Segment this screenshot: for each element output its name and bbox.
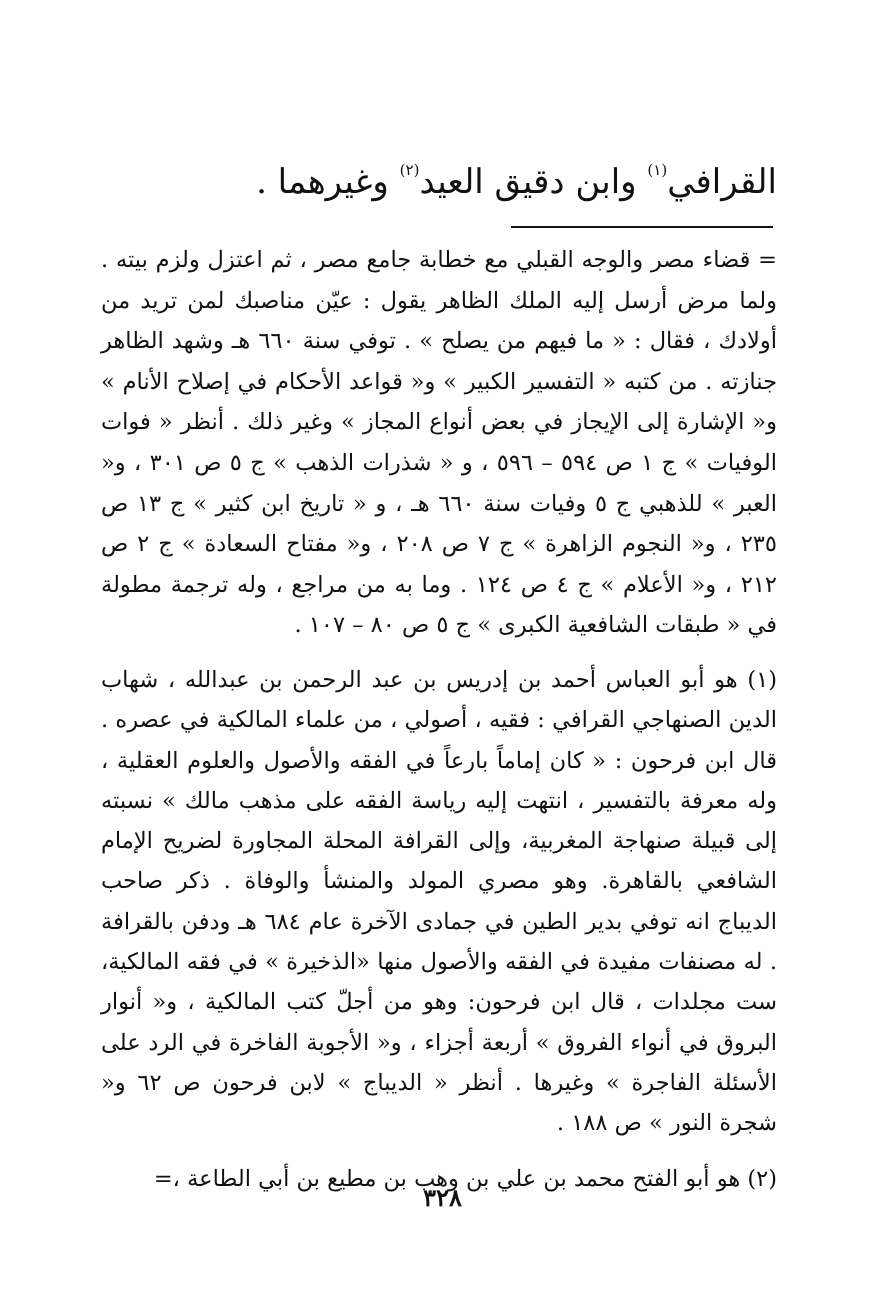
footnote-ref-2: (٢) <box>399 161 420 179</box>
footnote-separator-rule <box>511 226 773 228</box>
main-text-part2: وابن دقيق العيد <box>419 162 648 202</box>
footnote-ref-1: (١) <box>647 161 668 179</box>
main-text-part1: القرافي <box>667 162 777 202</box>
footnote-continued <box>101 240 777 646</box>
footnote-text: = قضاء مصر والوجه القبلي مع خطابة جامع مصر ، ثم اعتزل ولزم بيته . ولما مرض أرسل إليه الملك الظاهر يقول : عيّن مناصبك لمن تريد من أولادك ، فقال : « ما فيهم من يصلح » . توفي سنة ٦٦٠ هـ وشهد الظاهر جنازته . من كتبه « التفسير الكبير » و« قواعد الأحكام في إصلاح الأنام » و« الإشارة إلى الإيجاز في بعض أنواع المجاز » وغير ذلك . أنظر « فوات الوفيات » ج ١ ص ٥٩٤ – ٥٩٦ ، و « شذرات الذهب » ج ٥ ص ٣٠١ ، و« العبر » للذهبي ج ٥ وفيات سنة ٦٦٠ هـ ، و « تاريخ ابن كثير » ج ١٣ ص ٢٣٥ ، و« النجوم الزاهرة » ج ٧ ص ٢٠٨ ، و« مفتاح السعادة » ج ٢ ص ٢١٢ ، و« الأعلام » ج ٤ ص ١٢٤ . وما به من مراجع ، وله ترجمة مطولة في « طبقات الشافعية الكبرى » ج ٥ ص ٨٠ – ١٠٧ . <box>101 247 778 639</box>
footnote-text: (٢) هو أبو الفتح محمد بن علي بن وهب بن مطيع بن أبي الطاعة ،= <box>153 1165 777 1192</box>
footnote-text: (١) هو أبو العباس أحمد بن إدريس بن عبد الرحمن بن عبدالله ، شهاب الدين الصنهاجي القرافي : فقيه ، أصولي ، من علماء المالكية في عصره . قال ابن فرحون : « كان إماماً بارعاً في الفقه والأصول والعلوم العقلية ، وله معرفة بالتفسير ، انتهت إليه رياسة الفقه على مذهب مالك » نسبته إلى قبيلة صنهاجة المغربية، وإلى القرافة المحلة المجاورة لضريح الإمام الشافعي بالقاهرة. وهو مصري المولد والمنشأ والوفاة . ذكر صاحب الديباج انه توفي بدير الطين في جمادى الآخرة عام ٦٨٤ هـ ودفن بالقرافة . له مصنفات مفيدة في الفقه والأصول منها «الذخيرة » في فقه المالكية، ست مجلدات ، قال ابن فرحون: وهو من أجلّ كتب المالكية ، و« أنوار البروق في أنواء الفروق » أربعة أجزاء ، و« الأجوبة الفاخرة في الرد على الأسئلة الفاجرة » وغيرها . أنظر « الديباج » لابن فرحون ص ٦٢ و« شجرة النور » ص ١٨٨ . <box>101 666 777 1137</box>
footnote-1 <box>101 660 777 1144</box>
footnotes-section <box>101 240 777 1199</box>
page-number: ٣٢٨ <box>423 1183 462 1212</box>
main-text-line <box>107 142 777 210</box>
main-text-part3: وغيرهما . <box>256 162 400 202</box>
